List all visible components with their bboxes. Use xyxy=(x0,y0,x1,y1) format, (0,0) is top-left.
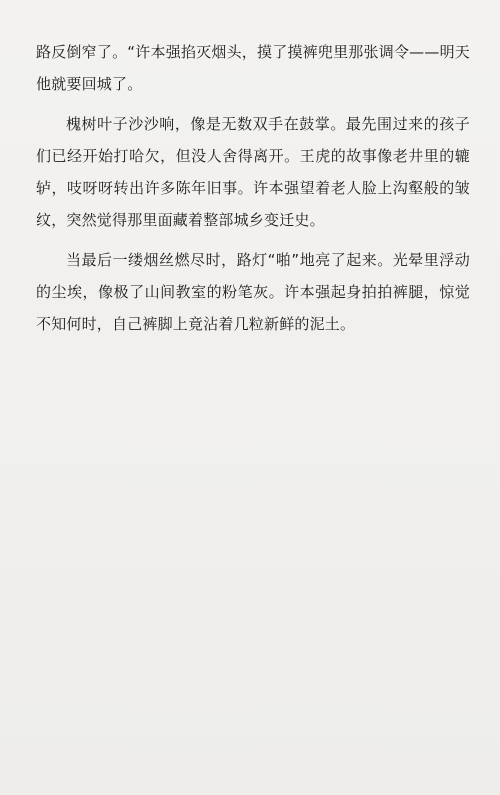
paragraph-3: 当最后一缕烟丝燃尽时，路灯“啪”地亮了起来。光晕里浮动的尘埃，像极了山间教室的粉笔灰。许本强起身拍拍裤腿，惊觉不知何时，自己裤脚上竟沾着几粒新鲜的泥土。 xyxy=(36,251,470,333)
paragraph-1: 路反倒窄了。“许本强掐灭烟头，摸了摸裤兜里那张调令——明天他就要回城了。 xyxy=(36,43,470,93)
paragraph-2: 槐树叶子沙沙响，像是无数双手在鼓掌。最先围过来的孩子们已经开始打哈欠，但没人舍得离开。王虎的故事像老井里的辘轳，吱呀呀转出许多陈年旧事。许本强望着老人脸上沟壑般的皱纹，突然觉得那里面藏着整部城乡变迁史。 xyxy=(36,115,470,229)
